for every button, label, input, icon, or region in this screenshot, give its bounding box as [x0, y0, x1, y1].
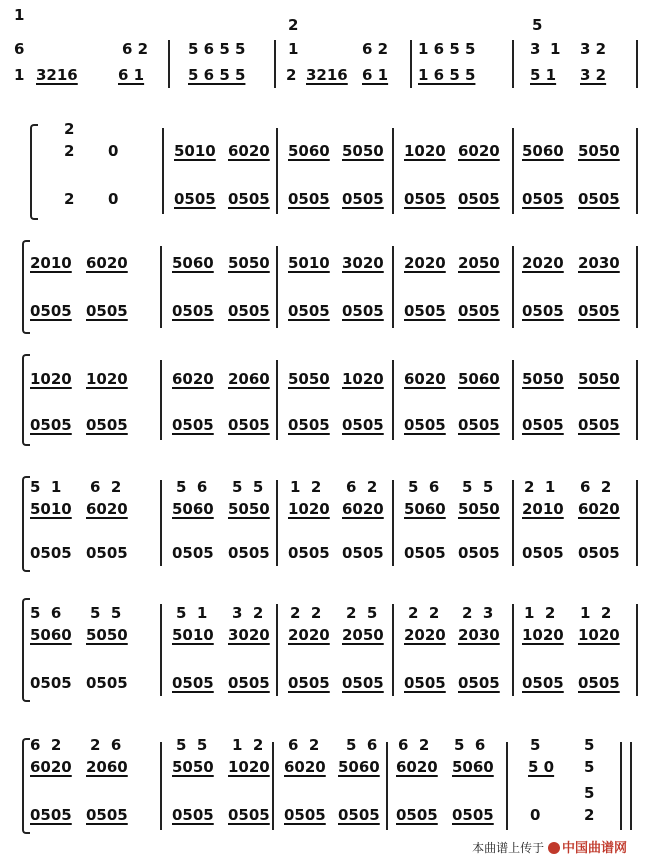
note-group: 0505 — [288, 674, 330, 692]
note-group: 5060 — [458, 370, 500, 388]
bar-line — [512, 128, 514, 214]
bar-line — [620, 742, 622, 830]
note-group: 5 1 — [176, 604, 208, 622]
note-group: 0 — [108, 190, 119, 208]
note-group: 5 5 — [90, 604, 122, 622]
bar-line — [168, 40, 170, 88]
note-group: 2 — [286, 66, 297, 84]
note-group: 0505 — [396, 806, 438, 824]
note-group: 0505 — [404, 302, 446, 320]
system-brace — [22, 354, 30, 446]
note-group: 1 — [14, 66, 25, 84]
note-group: 5010 — [174, 142, 216, 160]
note-group: 1020 — [86, 370, 128, 388]
note-group: 0505 — [228, 190, 270, 208]
note-group: 2 5 — [346, 604, 378, 622]
note-group: 2 — [64, 190, 75, 208]
note-group: 5 5 — [462, 478, 494, 496]
note-group: 6 — [14, 40, 25, 58]
note-group: 5 5 — [176, 736, 208, 754]
note-group: 0505 — [172, 416, 214, 434]
note-group: 1020 — [342, 370, 384, 388]
note-group: 0505 — [458, 190, 500, 208]
footer-brand: 中国曲谱网 — [561, 841, 627, 856]
system-brace — [22, 738, 30, 834]
high-octave-note: 5 — [532, 16, 543, 34]
note-group: 0505 — [404, 416, 446, 434]
note-group: 0505 — [228, 544, 270, 562]
note-group: 3216 — [306, 66, 348, 84]
note-group: 6020 — [458, 142, 500, 160]
note-group: 6020 — [404, 370, 446, 388]
note-group: 5050 — [522, 370, 564, 388]
bar-line — [636, 360, 638, 440]
bar-line — [392, 128, 394, 214]
note-group: 1020 — [30, 370, 72, 388]
bar-line — [512, 360, 514, 440]
note-group: 5060 — [522, 142, 564, 160]
note-group: 5060 — [452, 758, 494, 776]
bar-line — [160, 360, 162, 440]
bar-line — [506, 742, 508, 830]
bar-line — [392, 480, 394, 566]
note-group: 5 0 — [528, 758, 555, 776]
note-group: 1 — [550, 40, 561, 58]
note-group: 0505 — [228, 674, 270, 692]
note-group: 2010 — [522, 500, 564, 518]
note-group: 5010 — [288, 254, 330, 272]
note-group: 5050 — [288, 370, 330, 388]
note-group: 0 — [530, 806, 541, 824]
note-group: 0505 — [458, 544, 500, 562]
bar-line — [636, 246, 638, 328]
note-group: 0505 — [86, 674, 128, 692]
note-group: 2020 — [404, 626, 446, 644]
high-octave-note: 1 — [14, 6, 25, 24]
note-group: 2060 — [228, 370, 270, 388]
note-group: 0505 — [172, 544, 214, 562]
note-group: 0505 — [288, 544, 330, 562]
note-group: 0505 — [578, 190, 620, 208]
note-group: 1 2 — [524, 604, 556, 622]
note-group: 5060 — [172, 500, 214, 518]
system-brace — [22, 598, 30, 702]
bar-line — [392, 246, 394, 328]
note-group: 5050 — [228, 254, 270, 272]
note-group: 2060 — [86, 758, 128, 776]
bar-line — [162, 128, 164, 214]
bar-line — [512, 40, 514, 88]
note-group: 5010 — [30, 500, 72, 518]
note-group: 5 1 — [530, 66, 557, 84]
note-group: 3 — [530, 40, 541, 58]
note-group: 5 6 5 5 — [188, 40, 246, 58]
note-group: 0505 — [172, 806, 214, 824]
note-group: 0505 — [86, 806, 128, 824]
site-logo-icon — [548, 842, 560, 854]
note-group: 5 6 — [30, 604, 62, 622]
note-group: 6020 — [86, 500, 128, 518]
note-group: 1 2 — [290, 478, 322, 496]
note-group: 2020 — [404, 254, 446, 272]
note-group: 5 6 — [408, 478, 440, 496]
bar-line — [392, 360, 394, 440]
note-group: 0505 — [404, 544, 446, 562]
note-group: 6 2 — [90, 478, 122, 496]
note-group: 5 1 — [30, 478, 62, 496]
high-octave-note: 2 — [288, 16, 299, 34]
note-group: 6 2 — [580, 478, 612, 496]
system-brace — [22, 240, 30, 334]
note-group: 0505 — [452, 806, 494, 824]
note-group: 0 — [108, 142, 119, 160]
footer-prefix: 本曲谱上传于 — [472, 841, 545, 855]
note-group: 2020 — [522, 254, 564, 272]
note-group: 5050 — [458, 500, 500, 518]
note-group: 5050 — [172, 758, 214, 776]
note-group: 1 2 — [580, 604, 612, 622]
note-group: 0505 — [522, 302, 564, 320]
note-group: 0505 — [172, 674, 214, 692]
note-group: 5050 — [86, 626, 128, 644]
note-group: 0505 — [578, 416, 620, 434]
bar-line — [276, 480, 278, 566]
note-group: 0505 — [228, 302, 270, 320]
note-group: 5050 — [342, 142, 384, 160]
note-group: 6 2 — [362, 40, 389, 58]
bar-line — [276, 604, 278, 696]
bar-line — [512, 604, 514, 696]
note-group: 0505 — [342, 302, 384, 320]
footer-credit — [472, 837, 627, 856]
note-group: 0505 — [338, 806, 380, 824]
bar-line — [636, 480, 638, 566]
bar-line — [276, 360, 278, 440]
note-group: 5 6 — [454, 736, 486, 754]
note-group: 6 2 — [288, 736, 320, 754]
bar-line — [274, 40, 276, 88]
note-group: 0505 — [288, 416, 330, 434]
note-group: 0505 — [578, 302, 620, 320]
note-group: 5060 — [30, 626, 72, 644]
note-group: 2 2 — [408, 604, 440, 622]
note-group: 6020 — [578, 500, 620, 518]
note-group: 3020 — [228, 626, 270, 644]
note-group: 3 2 — [232, 604, 264, 622]
note-group: 6 1 — [362, 66, 389, 84]
note-group: 2 3 — [462, 604, 494, 622]
bar-line — [272, 742, 274, 830]
note-group: 1020 — [288, 500, 330, 518]
note-group: 2 6 — [90, 736, 122, 754]
note-group: 5 — [584, 758, 595, 776]
note-group: 0505 — [342, 190, 384, 208]
note-group: 5050 — [578, 370, 620, 388]
note-group: 0505 — [30, 302, 72, 320]
note-group: 5060 — [172, 254, 214, 272]
note-group: 0505 — [342, 416, 384, 434]
note-group: 2 1 — [524, 478, 556, 496]
note-group: 0505 — [172, 302, 214, 320]
note-group: 6020 — [342, 500, 384, 518]
system-brace — [30, 124, 38, 220]
note-group: 5 5 — [232, 478, 264, 496]
bar-line — [630, 742, 632, 830]
note-group: 0505 — [578, 544, 620, 562]
note-group: 0505 — [288, 190, 330, 208]
note-group: 0505 — [404, 674, 446, 692]
bar-line — [160, 742, 162, 830]
note-group: 6 1 — [118, 66, 145, 84]
note-group: 2030 — [458, 626, 500, 644]
note-group: 5060 — [338, 758, 380, 776]
note-group: 0505 — [30, 674, 72, 692]
note-group: 0505 — [86, 416, 128, 434]
note-group: 5010 — [172, 626, 214, 644]
note-group: 2050 — [342, 626, 384, 644]
note-group: 2 2 — [290, 604, 322, 622]
note-group: 0505 — [578, 674, 620, 692]
note-group: 5 6 — [346, 736, 378, 754]
note-group: 0505 — [458, 302, 500, 320]
note-group: 6020 — [172, 370, 214, 388]
note-group: 0505 — [342, 544, 384, 562]
note-group: 5 6 5 5 — [188, 66, 246, 84]
note-group: 6020 — [284, 758, 326, 776]
note-group: 6 2 — [398, 736, 430, 754]
bar-line — [636, 604, 638, 696]
note-group: 2020 — [288, 626, 330, 644]
note-group: 1020 — [522, 626, 564, 644]
bar-line — [160, 480, 162, 566]
note-group: 1020 — [404, 142, 446, 160]
bar-line — [636, 40, 638, 88]
note-group: 0505 — [342, 674, 384, 692]
note-group: 6020 — [30, 758, 72, 776]
note-group: 5 — [530, 736, 541, 754]
note-group: 0505 — [288, 302, 330, 320]
bar-line — [386, 742, 388, 830]
bar-line — [276, 128, 278, 214]
note-group: 2 — [64, 142, 75, 160]
bar-line — [160, 604, 162, 696]
note-group: 0505 — [458, 674, 500, 692]
note-group: 5050 — [228, 500, 270, 518]
note-group: 1020 — [228, 758, 270, 776]
note-group: 0505 — [174, 190, 216, 208]
note-group: 2050 — [458, 254, 500, 272]
note-group: 2030 — [578, 254, 620, 272]
note-group: 1 6 5 5 — [418, 40, 476, 58]
bar-line — [160, 246, 162, 328]
note-group: 0505 — [228, 416, 270, 434]
note-group: 3020 — [342, 254, 384, 272]
note-group: 5060 — [404, 500, 446, 518]
note-group: 0505 — [522, 416, 564, 434]
note-group: 6 2 — [30, 736, 62, 754]
note-group: 2010 — [30, 254, 72, 272]
note-group: 5 — [584, 736, 595, 754]
note-group: 0505 — [458, 416, 500, 434]
note-group: 0505 — [228, 806, 270, 824]
bar-line — [512, 246, 514, 328]
note-group: 3 2 — [580, 66, 607, 84]
note-group: 6 2 — [346, 478, 378, 496]
note-group: 3 2 — [580, 40, 607, 58]
note-group: 2 — [584, 806, 595, 824]
note-group: 5060 — [288, 142, 330, 160]
note-group: 6020 — [396, 758, 438, 776]
note-group: 0505 — [30, 806, 72, 824]
high-octave-note: 2 — [64, 120, 75, 138]
bar-line — [636, 128, 638, 214]
note-group: 0505 — [522, 190, 564, 208]
note-group: 6 2 — [122, 40, 149, 58]
note-group: 6020 — [228, 142, 270, 160]
high-octave-note: 5 — [584, 784, 595, 802]
note-group: 5 6 — [176, 478, 208, 496]
bar-line — [410, 40, 412, 88]
note-group: 0505 — [522, 674, 564, 692]
note-group: 1020 — [578, 626, 620, 644]
note-group: 0505 — [86, 302, 128, 320]
note-group: 1 2 — [232, 736, 264, 754]
note-group: 0505 — [284, 806, 326, 824]
note-group: 1 6 5 5 — [418, 66, 476, 84]
bar-line — [512, 480, 514, 566]
note-group: 5050 — [578, 142, 620, 160]
system-brace — [22, 476, 30, 572]
note-group: 0505 — [86, 544, 128, 562]
note-group: 6020 — [86, 254, 128, 272]
note-group: 0505 — [30, 416, 72, 434]
note-group: 0505 — [522, 544, 564, 562]
bar-line — [276, 246, 278, 328]
note-group: 0505 — [404, 190, 446, 208]
bar-line — [392, 604, 394, 696]
note-group: 3216 — [36, 66, 78, 84]
note-group: 1 — [288, 40, 299, 58]
note-group: 0505 — [30, 544, 72, 562]
